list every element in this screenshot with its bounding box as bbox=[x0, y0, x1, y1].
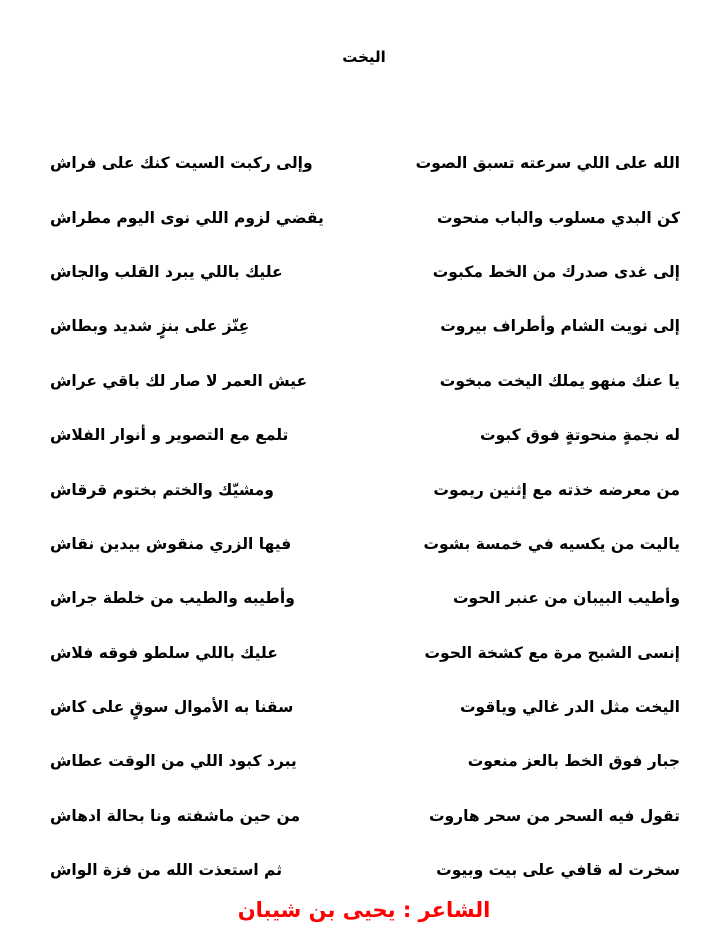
verse-13 bbox=[50, 789, 680, 843]
verse-second-hemistich: فيها الزري منقوش بيدين نقاش bbox=[50, 534, 292, 553]
verse-second-hemistich: عِنّز على بنزٍ شديد وبطاش bbox=[50, 317, 250, 336]
poet-signature: الشاعر : يحيى بن شيبان bbox=[237, 898, 491, 922]
verse-1 bbox=[50, 136, 680, 190]
poem-body bbox=[50, 136, 680, 897]
verse-9 bbox=[50, 571, 680, 625]
verse-8 bbox=[50, 517, 680, 571]
verse-first-hemistich: يا عنك منهو يملك اليخت مبخوت bbox=[439, 371, 680, 390]
verse-second-hemistich: وأطيبه والطيب من خلطة جراش bbox=[50, 589, 295, 608]
verse-second-hemistich: عيش العمر لا صار لك باقي عراش bbox=[50, 371, 308, 390]
verse-second-hemistich: يبرد كبود اللي من الوقت عطاش bbox=[50, 752, 297, 771]
verse-first-hemistich: اليخت مثل الدر غالي وياقوت bbox=[459, 698, 680, 717]
verse-second-hemistich: سقنا به الأموال سوقٍ على كاش bbox=[50, 698, 294, 717]
verse-10 bbox=[50, 626, 680, 680]
verse-12 bbox=[50, 734, 680, 788]
verse-first-hemistich: إلى غدى صدرك من الخط مكبوت bbox=[432, 262, 680, 281]
verse-first-hemistich: من معرضه خذته مع إثنين ريموت bbox=[433, 480, 680, 499]
verse-second-hemistich: ثم استعذت الله من فزة الواش bbox=[50, 861, 283, 880]
verse-first-hemistich: سخرت له قافي على بيت وبيوت bbox=[436, 861, 680, 880]
verse-first-hemistich: إنسى الشبح مرة مع كشخة الحوت bbox=[424, 643, 680, 662]
verse-4 bbox=[50, 299, 680, 353]
verse-6 bbox=[50, 408, 680, 462]
verse-second-hemistich: عليك باللي سلطو فوقه فلاش bbox=[50, 643, 278, 662]
verse-first-hemistich: له نجمةٍ منحوتةٍ فوق كبوت bbox=[480, 426, 680, 445]
verse-2 bbox=[50, 190, 680, 244]
verse-3 bbox=[50, 245, 680, 299]
verse-second-hemistich: تلمع مع التصوير و أنوار الفلاش bbox=[50, 426, 289, 445]
verse-5 bbox=[50, 354, 680, 408]
verse-second-hemistich: من حين ماشفته ونا بحالة ادهاش bbox=[50, 806, 301, 825]
verse-second-hemistich: عليك باللي يبرد القلب والجاش bbox=[50, 262, 283, 281]
verse-first-hemistich: إلى نويت الشام وأطراف بيروت bbox=[440, 317, 680, 336]
verse-second-hemistich: يقضي لزوم اللي نوى اليوم مطراش bbox=[50, 208, 324, 227]
verse-7 bbox=[50, 462, 680, 516]
verse-first-hemistich: تقول فيه السحر من سحر هاروت bbox=[428, 806, 680, 825]
verse-second-hemistich: ومشيّك والختم بختوم قرقاش bbox=[50, 480, 274, 499]
verse-11 bbox=[50, 680, 680, 734]
poem-title: اليخت bbox=[342, 48, 386, 66]
verse-first-hemistich: كن البدي مسلوب والباب منحوت bbox=[436, 208, 680, 227]
verse-first-hemistich: جبار فوق الخط بالعز منعوت bbox=[467, 752, 680, 771]
verse-first-hemistich: وأطيب البيبان من عنبر الحوت bbox=[452, 589, 680, 608]
verse-first-hemistich: ياليت من يكسيه في خمسة بشوت bbox=[423, 534, 680, 553]
verse-second-hemistich: وإلى ركبت السيت كنك على فراش bbox=[50, 154, 313, 173]
verse-first-hemistich: الله على اللي سرعته تسبق الصوت bbox=[415, 154, 680, 173]
